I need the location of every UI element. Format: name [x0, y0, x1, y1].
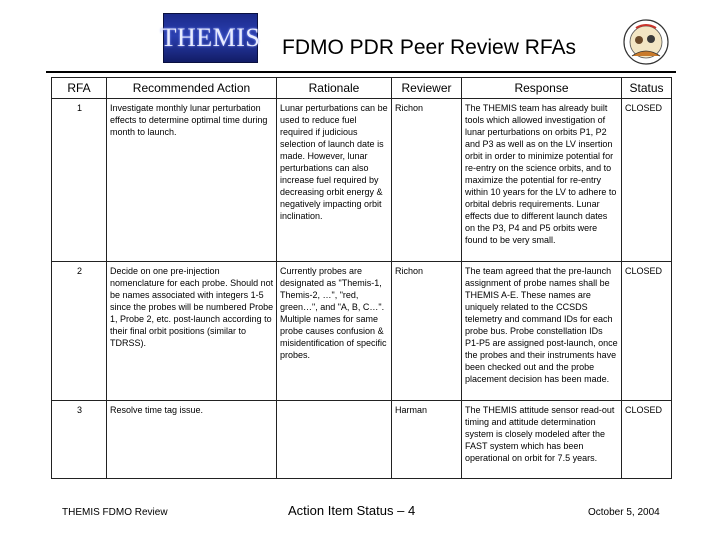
reviewer: Richon [392, 99, 462, 262]
response: The THEMIS team has already built tools which allowed investigation of lunar perturbations on orbits P1, P2 and P3 as well as on the LV insertion orbit in order to minimize potential for re-entry on the science orbits, and to maximize the potential for re-entry within 10 years for the LV to adhere to orbital debris requirements. Lunar effects due to different launch dates on the P3, P4 and P5 orbits were found to be very small. [462, 99, 622, 262]
rfa-table [51, 77, 672, 479]
column-header-rfa: RFA [52, 78, 107, 99]
table-row [52, 262, 672, 401]
footer-date: October 5, 2004 [588, 507, 660, 518]
column-header-action: Recommended Action [107, 78, 277, 99]
reviewer: Harman [392, 401, 462, 479]
response: The team agreed that the pre-launch assignment of probe names shall be THEMIS A-E. These names are uniquely related to the CCSDS telemetry and command IDs for each probe bus. Probe constellation IDs P1-P5 are assigned post-launch, once the probes and their instruments have been checked out and the probe placement decision has been made. [462, 262, 622, 401]
recommended-action: Resolve time tag issue. [107, 401, 277, 479]
status-badge: CLOSED [622, 401, 672, 479]
recommended-action: Decide on one pre-injection nomenclature for each probe. Should not be names associated with integers 1-5 since the probes will be numbered Probe 1, Probe 2, etc. post-launch according to their final orbit positions (similar to TDRSS). [107, 262, 277, 401]
rationale: Currently probes are designated as "Themis-1, Themis-2, …", "red, green…", and "A, B, C…". Multiple names for same probe causes confusion & misidentification of specific probes. [277, 262, 392, 401]
rfa-number: 2 [52, 262, 107, 401]
column-header-status: Status [622, 78, 672, 99]
column-header-reviewer: Reviewer [392, 78, 462, 99]
status-badge: CLOSED [622, 99, 672, 262]
rationale [277, 401, 392, 479]
logo-text: THEMIS [160, 23, 261, 52]
rationale: Lunar perturbations can be used to reduce fuel required if judicious selection of launch date is made. However, lunar perturbations can also increase fuel required by decreasing orbit energy & negatively impacting orbit inclination. [277, 99, 392, 262]
status-badge: CLOSED [622, 262, 672, 401]
themis-logo [160, 13, 261, 63]
rfa-number: 1 [52, 99, 107, 262]
rfa-number: 3 [52, 401, 107, 479]
reviewer: Richon [392, 262, 462, 401]
header-rule [46, 71, 676, 73]
table-row [52, 99, 672, 262]
column-header-response: Response [462, 78, 622, 99]
footer-left: THEMIS FDMO Review [62, 507, 168, 518]
footer-center: Action Item Status – 4 [288, 503, 416, 518]
column-header-rationale: Rationale [277, 78, 392, 99]
table-row [52, 401, 672, 479]
page-title: FDMO PDR Peer Review RFAs [282, 36, 577, 59]
table-header-row [52, 78, 672, 99]
mission-patch-icon [622, 18, 670, 66]
recommended-action: Investigate monthly lunar perturbation effects to determine optimal time during month to launch. [107, 99, 277, 262]
response: The THEMIS attitude sensor read-out timing and attitude determination system is closely modeled after the FAST system which has been operational on orbit for 7.5 years. [462, 401, 622, 479]
